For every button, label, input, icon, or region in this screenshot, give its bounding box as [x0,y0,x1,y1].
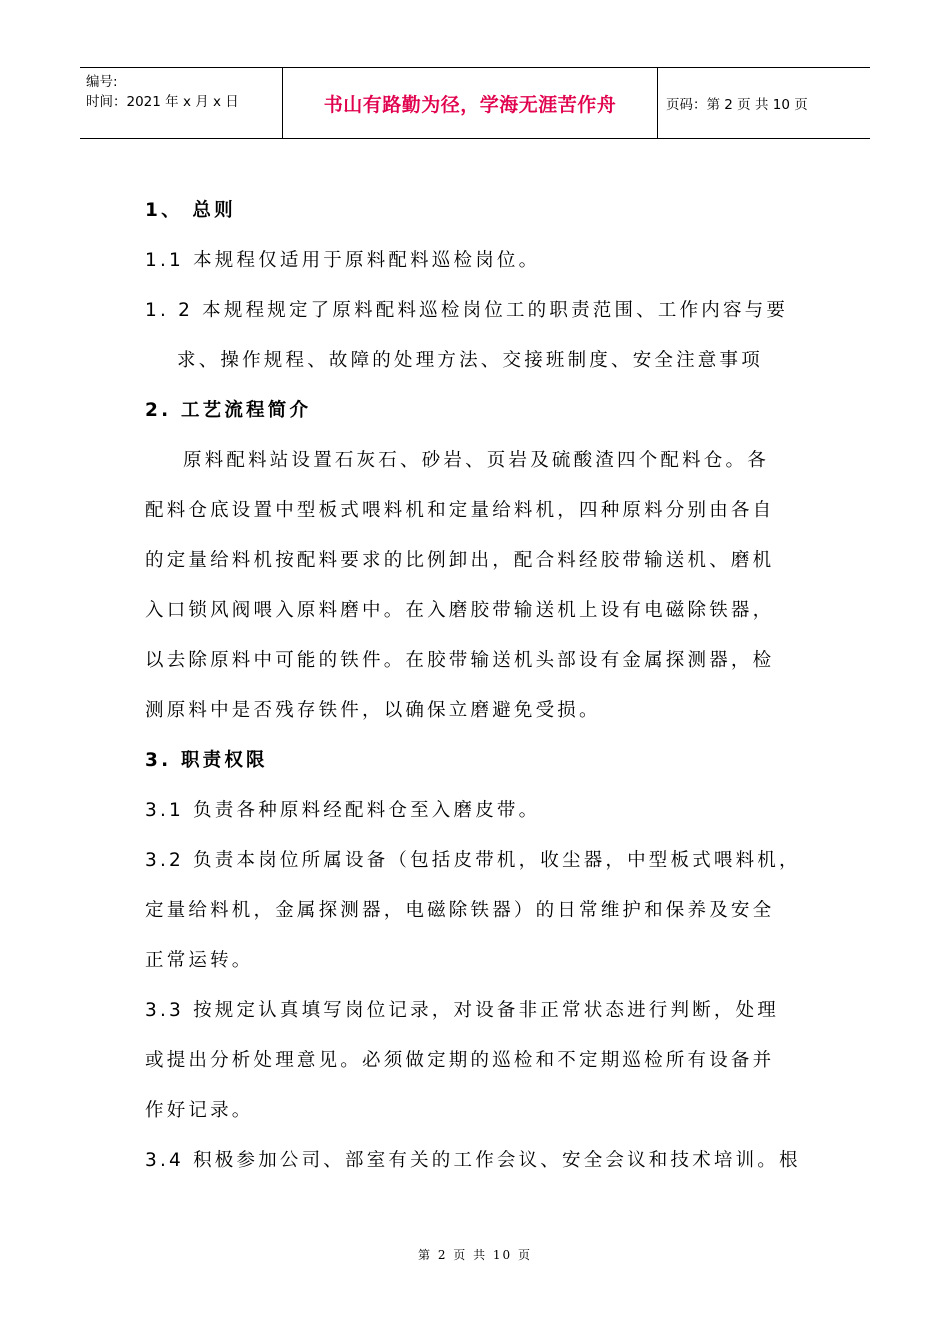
paragraph-line: 的定量给料机按配料要求的比例卸出，配合料经胶带输送机、磨机 [145,550,775,571]
header-meta [80,68,282,138]
paragraph-line: 1.1 本规程仅适用于原料配料巡检岗位。 [145,250,541,271]
paragraph-line: 3.3 按规定认真填写岗位记录，对设备非正常状态进行判断，处理 [145,1000,780,1021]
section-heading: 3. 职责权限 [145,750,268,771]
paragraph-line: 原料配料站设置石灰石、砂岩、页岩及硫酸渣四个配料仓。各 [183,450,769,471]
paragraph-line: 3.1 负责各种原料经配料仓至入磨皮带。 [145,800,541,821]
header-motto: 书山有路勤为径，学海无涯苦作舟 [282,68,658,138]
page-footer: 第 2 页 共 10 页 [418,1248,532,1262]
paragraph-line: 正常运转。 [145,950,254,971]
paragraph-line: 3.4 积极参加公司、部室有关的工作会议、安全会议和技术培训。根 [145,1150,801,1171]
paragraph-line: 作好记录。 [145,1100,254,1121]
paragraph-line: 入口锁风阀喂入原料磨中。在入磨胶带输送机上设有电磁除铁器， [145,600,775,621]
paragraph-line: 定量给料机，金属探测器，电磁除铁器）的日常维护和保养及安全 [145,900,775,921]
paragraph-line: 求、操作规程、故障的处理方法、交接班制度、安全注意事项 [177,350,763,371]
paragraph-line: 配料仓底设置中型板式喂料机和定量给料机，四种原料分别由各自 [145,500,775,521]
document-number-label: 编号: [86,74,118,90]
document-time-label: 时间：2021 年 x 月 x 日 [86,94,239,110]
section-heading: 1、 总则 [145,200,236,221]
header-page-label: 页码：第 2 页 共 10 页 [666,97,808,113]
paragraph-line: 3.2 负责本岗位所属设备（包括皮带机，收尘器，中型板式喂料机， [145,850,801,871]
paragraph-line: 测原料中是否残存铁件，以确保立磨避免受损。 [145,700,601,721]
paragraph-line: 以去除原料中可能的铁件。在胶带输送机头部设有金属探测器，检 [145,650,775,671]
document-body [145,186,807,1186]
paragraph-line: 1. 2 本规程规定了原料配料巡检岗位工的职责范围、工作内容与要 [145,300,789,321]
paragraph-line: 或提出分析处理意见。必须做定期的巡检和不定期巡检所有设备并 [145,1050,775,1071]
section-heading: 2. 工艺流程简介 [145,400,312,421]
page-header [80,67,870,139]
